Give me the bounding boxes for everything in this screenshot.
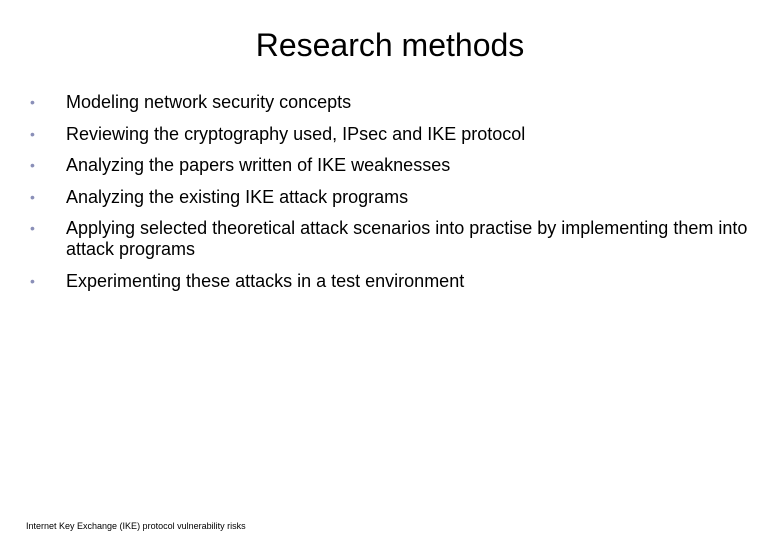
bullet-list <box>30 92 750 302</box>
bullet-icon: • <box>30 125 35 142</box>
bullet-item-3 <box>30 155 750 176</box>
bullet-item-2 <box>30 124 750 145</box>
bullet-text: Applying selected theoretical attack scenarios into practise by implementing them into attack programs <box>66 218 748 259</box>
bullet-item-4 <box>30 187 750 208</box>
bullet-item-1 <box>30 92 750 113</box>
bullet-icon: • <box>30 157 35 173</box>
bullet-item-6 <box>30 271 750 292</box>
bullet-text: Experimenting these attacks in a test environment <box>66 270 465 291</box>
bullet-text: Analyzing the existing IKE attack programs <box>66 186 409 207</box>
bullet-icon: • <box>30 94 35 110</box>
slide-footer: Internet Key Exchange (IKE) protocol vulnerability risks <box>26 521 246 531</box>
bullet-icon: • <box>30 220 35 236</box>
slide-title: Research methods <box>255 27 525 63</box>
bullet-item-5 <box>30 218 750 260</box>
bullet-text: Analyzing the papers written of IKE weaknesses <box>66 155 451 175</box>
bullet-icon: • <box>30 272 35 289</box>
bullet-text: Reviewing the cryptography used, IPsec and IKE protocol <box>66 123 526 144</box>
bullet-text: Modeling network security concepts <box>66 92 352 112</box>
bullet-icon: • <box>30 188 35 205</box>
